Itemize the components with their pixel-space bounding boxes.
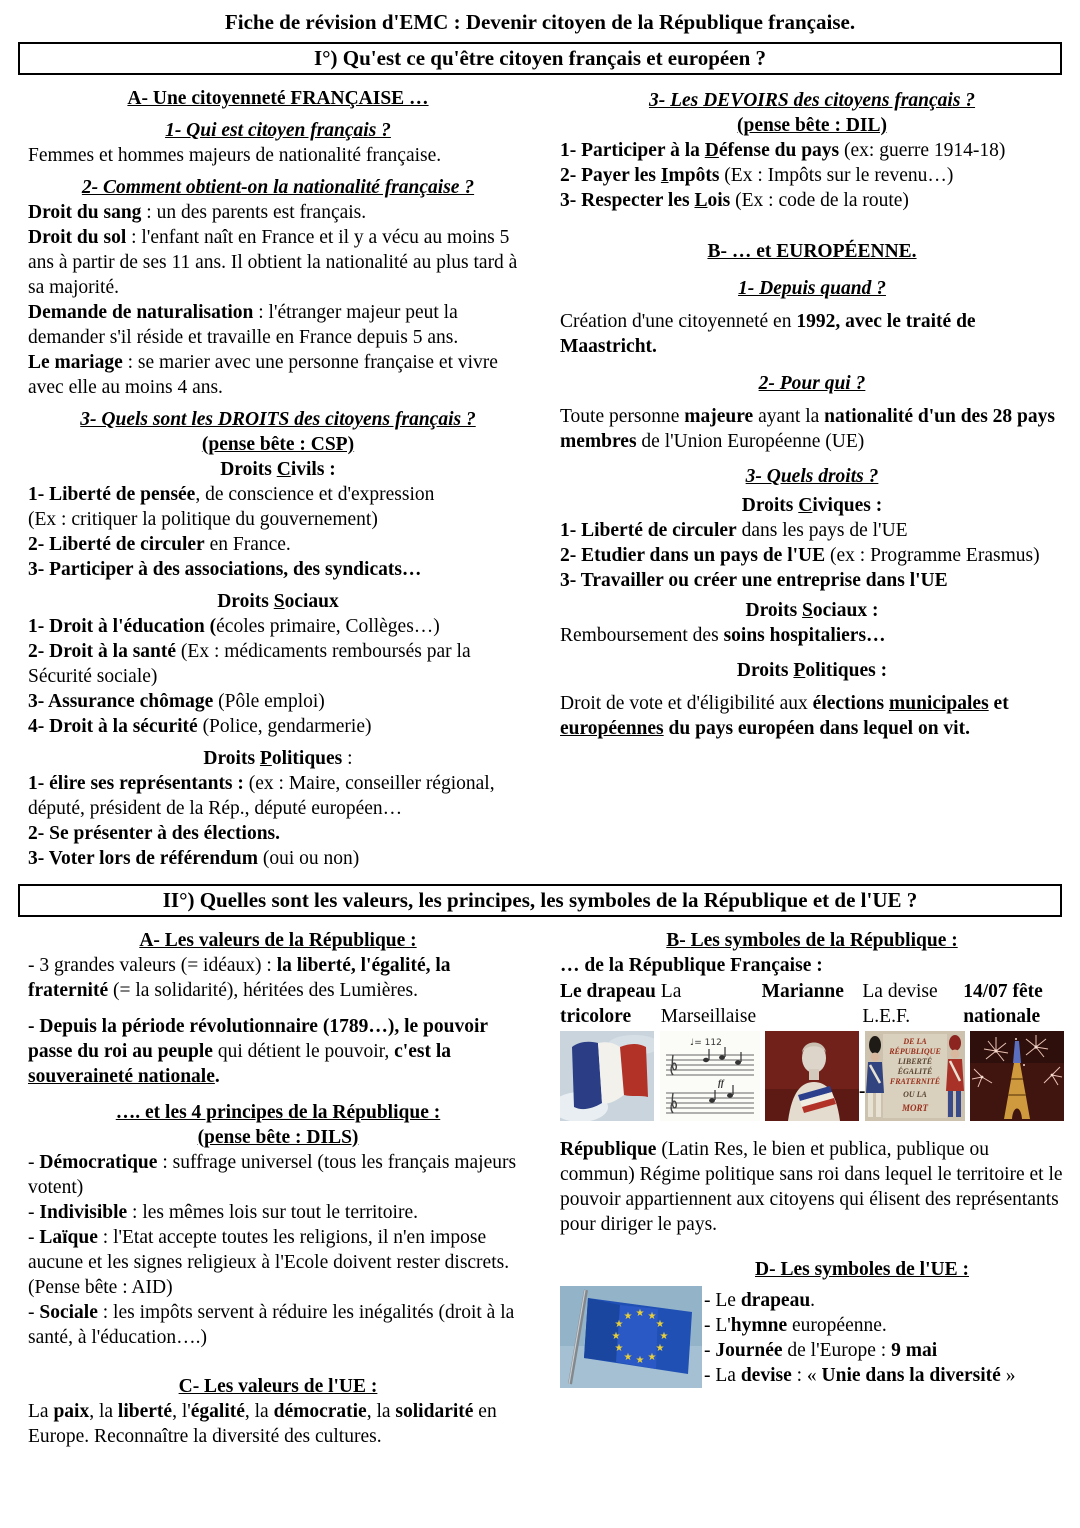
fireworks-eiffel-image: [970, 1031, 1064, 1121]
text-block-center: (pense bête : DILS): [197, 1127, 359, 1148]
text-block-para: Le mariage : se marier avec une personne française et vivre avec elle au moins 4 ans.: [28, 352, 498, 398]
text-block-para: La paix, la liberté, l'égalité, la démocratie, la solidarité en Europe. Reconnaître la diversité des cultures.: [28, 1401, 497, 1447]
text-block-para: - Depuis la période révolutionnaire (1789…), le pouvoir passe du roi au peuple qui détient le pouvoir, c'est la souveraineté nationale.: [28, 1016, 488, 1087]
svg-text:★: ★: [623, 1311, 633, 1322]
text-block-para: 1- Liberté de pensée, de conscience et d'expression: [28, 484, 435, 505]
text-block-para: 1- Liberté de circuler dans les pays de l'UE: [560, 520, 908, 541]
svg-text:★: ★: [635, 1355, 645, 1366]
text-block-section: …. et les 4 principes de la République :: [115, 1102, 441, 1123]
devise-lef-image: [865, 1031, 965, 1121]
symbols-republique-heading: B- Les symboles de la République :: [666, 930, 958, 951]
eu-flag-image: [560, 1286, 702, 1388]
text-block-center: Droits Sociaux: [217, 591, 339, 612]
text-block-center: Droits Civiques :: [741, 495, 883, 516]
text-block-center: Droits Politiques :: [203, 748, 353, 769]
text-block-para: 2- Se présenter à des élections.: [28, 823, 281, 844]
section2-banner: II°) Quelles sont les valeurs, les principes, les symboles de la République et de l'UE ?: [18, 884, 1062, 917]
caption-devise: La devise L.E.F.: [862, 981, 938, 1027]
text-block-para: 2- Liberté de circuler en France.: [28, 534, 291, 555]
symbol-images: [560, 1031, 1064, 1123]
section2-left-column: [0, 921, 540, 1449]
text-block-para: 2- Droit à la santé (Ex : médicaments remboursés par la Sécurité sociale): [28, 641, 471, 687]
text-block-para: 3- Assurance chômage (Pôle emploi): [28, 691, 325, 712]
poster-line: RÉPUBLIQUE: [888, 1047, 941, 1056]
marianne-bust-image: [765, 1031, 859, 1121]
section1-banner: I°) Qu'est ce qu'être citoyen français et européen ?: [18, 42, 1062, 75]
list-item: - Le drapeau.: [704, 1290, 816, 1311]
section2-right-column: [540, 921, 1080, 1388]
text-block-para: Demande de naturalisation : l'étranger majeur peut la demander s'il réside et travaille en France depuis 5 ans.: [28, 302, 459, 348]
section1-columns: [0, 79, 1080, 877]
poster-line: DE LA: [902, 1037, 927, 1046]
svg-text:ff: ff: [717, 1078, 724, 1088]
text-block-center: (pense bête : DIL): [736, 115, 888, 136]
caption-fete-nationale: 14/07 fête nationale: [963, 981, 1043, 1027]
text-block-para: 2- Etudier dans un pays de l'UE (ex : Programme Erasmus): [560, 545, 1040, 566]
text-block-para: 4- Droit à la sécurité (Police, gendarmerie): [28, 716, 372, 737]
svg-text:★: ★: [614, 1343, 624, 1354]
text-block-para: Femmes et hommes majeurs de nationalité française.: [28, 145, 442, 166]
text-block-para: Droit de vote et d'éligibilité aux élections municipales et européennes du pays européen dans lequel on vit.: [560, 693, 1009, 739]
text-block-para: Droit du sang : un des parents est français.: [28, 202, 367, 223]
text-block-question: 1- Depuis quand ?: [738, 278, 886, 299]
republique-definition: République (Latin Res, le bien et publica, publique ou commun) Régime politique sans roi dans lequel le territoire et le pouvoir appartiennent aux citoyens qui élisent des représentants pour diriger le pays.: [560, 1139, 1063, 1235]
text-block-para: - Sociale : les impôts servent à réduire les inégalités (droit à la santé, à l'éducation….): [28, 1302, 515, 1348]
caption-marianne: Marianne: [761, 981, 844, 1002]
section2-columns: [0, 921, 1080, 1449]
text-block-para: Droit du sol : l'enfant naît en France et il y a vécu au moins 5 ans à partir de ses 11 ans. Il obtient la nationalité au plus tard à sa majorité.: [28, 227, 518, 298]
text-block-center: (pense bête : CSP): [201, 434, 355, 455]
dash-separator: -: [858, 1081, 866, 1102]
poster-line: OU LA: [902, 1090, 927, 1099]
text-block-para: Toute personne majeure ayant la nationalité d'un des 28 pays membres de l'Union Européenne (UE): [560, 406, 1055, 452]
text-block-para: 3- Voter lors de référendum (oui ou non): [28, 848, 360, 869]
ue-symbols-block: [560, 1286, 1064, 1388]
svg-text:★: ★: [623, 1352, 633, 1363]
text-block-para: 1- élire ses représentants : (ex : Maire, conseiller régional, député, président de la Rép., député européen…: [28, 773, 495, 819]
poster-line: FRATERNITÉ: [889, 1077, 940, 1086]
text-block-section: A- Une citoyenneté FRANÇAISE …: [127, 88, 429, 109]
svg-text:★: ★: [611, 1331, 621, 1342]
ue-symbols-list: [704, 1286, 1015, 1388]
symbols-ue-heading: D- Les symboles de l'UE :: [755, 1259, 969, 1280]
text-block-para: - 3 grandes valeurs (= idéaux) : la liberté, l'égalité, la fraternité (= la solidarité), héritées des Lumières.: [28, 955, 451, 1001]
text-block-para: (Ex : critiquer la politique du gouvernement): [28, 509, 378, 530]
list-item: - L'hymne européenne.: [704, 1315, 887, 1336]
text-block-para: - Démocratique : suffrage universel (tous les français majeurs votent): [28, 1152, 517, 1198]
poster-line: LIBERTÉ: [897, 1057, 932, 1066]
svg-text:★: ★: [659, 1331, 669, 1342]
caption-drapeau: Le drapeau tricolore: [560, 981, 656, 1027]
symbol-captions: [560, 979, 1064, 1029]
text-block-para: 1- Droit à l'éducation (écoles primaire, Collèges…): [28, 616, 440, 637]
caption-marseillaise: La Marseillaise: [660, 981, 757, 1027]
text-block-para: 3- Participer à des associations, des syndicats…: [28, 559, 422, 580]
text-block-section: A- Les valeurs de la République :: [139, 930, 417, 951]
text-block-para: Remboursement des soins hospitaliers…: [560, 625, 886, 646]
text-block-para: Création d'une citoyenneté en 1992, avec le traité de Maastricht.: [560, 311, 976, 357]
page-title: Fiche de révision d'EMC : Devenir citoyen de la République française.: [224, 10, 856, 34]
text-block-question: 2- Comment obtient-on la nationalité française ?: [81, 177, 475, 198]
list-item: - Journée de l'Europe : 9 mai: [704, 1340, 938, 1361]
section1-left-column: [0, 79, 540, 871]
french-flag-image: [560, 1031, 654, 1121]
text-block-question: 3- Quels sont les DROITS des citoyens français ?: [80, 409, 476, 430]
text-block-para: 1- Participer à la Défense du pays (ex: guerre 1914-18): [560, 140, 1006, 161]
text-block-center: Droits Civils :: [220, 459, 336, 480]
tempo-marking: ♩= 112: [689, 1038, 722, 1048]
text-block-question: 3- Quels droits ?: [745, 466, 879, 487]
text-block-para: 3- Respecter les Lois (Ex : code de la route): [560, 190, 909, 211]
svg-text:★: ★: [647, 1352, 657, 1363]
text-block-center: Droits Politiques :: [736, 660, 888, 681]
text-block-para: 2- Payer les Impôts (Ex : Impôts sur le revenu…): [560, 165, 954, 186]
text-block-question: 3- Les DEVOIRS des citoyens français ?: [648, 90, 976, 111]
svg-text:★: ★: [655, 1343, 665, 1354]
text-block-para: 3- Travailler ou créer une entreprise dans l'UE: [560, 570, 948, 591]
poster-line: ÉGALITÉ: [897, 1067, 932, 1076]
text-block-para: - Laïque : l'Etat accepte toutes les religions, il n'en impose aucune et les signes religieux à l'Ecole doivent rester discrets. (Pense bête : AID): [28, 1227, 510, 1298]
text-block-para: - Indivisible : les mêmes lois sur tout le territoire.: [28, 1202, 418, 1223]
text-block-question: 2- Pour qui ?: [758, 373, 866, 394]
text-block-center: Droits Sociaux :: [745, 600, 879, 621]
text-block-question: 1- Qui est citoyen français ?: [165, 120, 391, 141]
text-block-section: C- Les valeurs de l'UE :: [178, 1376, 378, 1397]
symbols-republique-intro: … de la République Française :: [560, 955, 823, 976]
svg-text:★: ★: [635, 1308, 645, 1319]
section1-right-column: [540, 79, 1080, 741]
text-block-section: B- … et EUROPÉENNE.: [707, 241, 917, 262]
marseillaise-score-image: [660, 1031, 760, 1121]
svg-text:★: ★: [614, 1319, 624, 1330]
list-item: - La devise : « Unie dans la diversité »: [704, 1365, 1016, 1386]
svg-text:★: ★: [647, 1311, 657, 1322]
svg-text:★: ★: [655, 1319, 665, 1330]
poster-line: MORT: [901, 1103, 928, 1113]
